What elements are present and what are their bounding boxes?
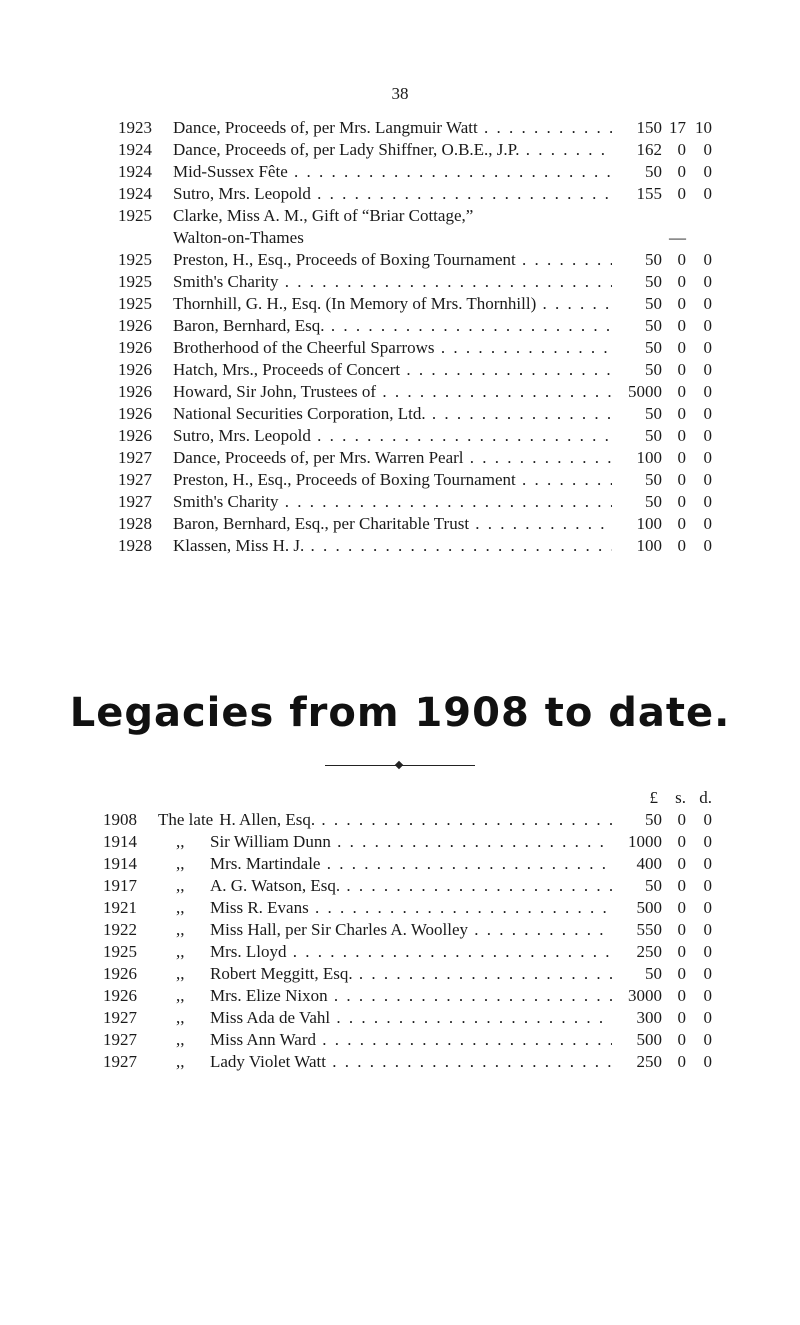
shillings-cell: 0 [677, 876, 686, 895]
pence-cell: 0 [703, 294, 712, 313]
pence-header: d. [699, 788, 712, 807]
shillings-cell: 0 [677, 832, 686, 851]
shillings-cell: 0 [677, 360, 686, 379]
donation-row [0, 249, 800, 271]
description-cell [158, 875, 613, 897]
ditto-mark: ,, [176, 876, 185, 895]
description-cell [158, 941, 613, 963]
description-cell: Mid-Sussex Fête . . . [173, 161, 613, 183]
description-cell [158, 853, 613, 875]
pounds-cell: 50 [612, 271, 662, 293]
year-cell: 1927 [103, 1052, 137, 1071]
description-cell: Howard, Sir John, Trustees of . . . [173, 381, 613, 403]
shillings-cell: 17 [669, 118, 686, 137]
shillings-cell: 0 [677, 536, 686, 555]
year-cell: 1927 [103, 1030, 137, 1049]
pence-cell: 0 [703, 1030, 712, 1049]
legacy-row [0, 985, 800, 1007]
year-cell: 1925 [118, 294, 152, 313]
pounds-cell: 50 [612, 491, 662, 513]
legacy-row [0, 1029, 800, 1051]
pence-cell: 0 [703, 492, 712, 511]
pence-cell: 0 [703, 898, 712, 917]
legacy-row [0, 875, 800, 897]
description-cell [158, 831, 613, 853]
legacy-name: Lady Violet Watt [210, 1052, 326, 1071]
donation-row [0, 139, 800, 161]
legacy-row [0, 831, 800, 853]
donation-row [0, 513, 800, 535]
description-cell: Thornhill, G. H., Esq. (In Memory of Mrs. Thornhill) . . . [173, 293, 613, 315]
shillings-cell: 0 [677, 272, 686, 291]
ditto-mark: ,, [176, 832, 185, 851]
shillings-cell: 0 [677, 184, 686, 203]
year-cell: 1927 [103, 1008, 137, 1027]
pence-cell: 0 [703, 920, 712, 939]
legacy-row [0, 897, 800, 919]
legacy-row [0, 1007, 800, 1029]
pounds-header: £ [649, 788, 658, 807]
pence-cell: 0 [703, 942, 712, 961]
year-cell: 1927 [118, 470, 152, 489]
description-cell [158, 809, 613, 831]
pence-cell: 0 [703, 536, 712, 555]
year-cell: 1926 [118, 316, 152, 335]
year-cell: 1908 [103, 810, 137, 829]
pence-cell: 0 [703, 514, 712, 533]
legacy-name: Miss Ada de Vahl [210, 1008, 331, 1027]
description-cell: National Securities Corporation, Ltd. . . . [173, 403, 613, 425]
description-cell: Klassen, Miss H. J. . . . [173, 535, 613, 557]
description-cell [158, 897, 613, 919]
pence-cell: 0 [703, 832, 712, 851]
year-cell: 1928 [118, 536, 152, 555]
legacy-row [0, 853, 800, 875]
legacy-row [0, 809, 800, 831]
pence-cell: 0 [703, 986, 712, 1005]
pounds-cell: 550 [612, 919, 662, 941]
year-cell: 1924 [118, 140, 152, 159]
pence-cell: 0 [703, 448, 712, 467]
pounds-cell: 300 [612, 1007, 662, 1029]
pence-cell: 0 [703, 316, 712, 335]
shillings-cell: 0 [677, 404, 686, 423]
pounds-cell: 50 [612, 293, 662, 315]
year-cell: 1921 [103, 898, 137, 917]
shillings-cell: 0 [677, 426, 686, 445]
pence-cell: 0 [703, 876, 712, 895]
pounds-cell: 50 [612, 425, 662, 447]
legacy-row [0, 941, 800, 963]
pence-cell: 0 [703, 360, 712, 379]
year-cell: 1926 [118, 360, 152, 379]
donation-row [0, 469, 800, 491]
year-cell: 1924 [118, 184, 152, 203]
year-cell: 1926 [118, 338, 152, 357]
description-cell: Baron, Bernhard, Esq., per Charitable Trust . . . [173, 513, 613, 535]
description-cell: Sutro, Mrs. Leopold . . . [173, 425, 613, 447]
donation-row [0, 271, 800, 293]
donation-row [0, 205, 800, 227]
legacy-name: Miss Hall, per Sir Charles A. Woolley [210, 920, 469, 939]
donation-row [0, 117, 800, 139]
pence-cell: 0 [703, 470, 712, 489]
description-cell [158, 1029, 613, 1051]
description-cell: Brotherhood of the Cheerful Sparrows . . . [173, 337, 613, 359]
pence-cell: 0 [703, 140, 712, 159]
pence-cell: 0 [703, 1052, 712, 1071]
description-cell: Preston, H., Esq., Proceeds of Boxing Tournament . . . [173, 469, 613, 491]
donation-row [0, 403, 800, 425]
year-cell: 1927 [118, 492, 152, 511]
year-cell: 1923 [118, 118, 152, 137]
shillings-cell: 0 [677, 162, 686, 181]
shillings-cell: 0 [677, 250, 686, 269]
description-cell: Smith's Charity . . . [173, 491, 613, 513]
pounds-cell: 500 [612, 897, 662, 919]
donation-row [0, 161, 800, 183]
year-cell: 1914 [103, 854, 137, 873]
pounds-cell: 50 [612, 403, 662, 425]
legacy-name: Miss Ann Ward [210, 1030, 316, 1049]
diamond-ornament-icon [395, 761, 403, 769]
year-cell: 1925 [103, 942, 137, 961]
shillings-cell: 0 [677, 898, 686, 917]
pence-cell: 0 [703, 810, 712, 829]
description-cell: Dance, Proceeds of, per Mrs. Warren Pearl . . . [173, 447, 613, 469]
pence-cell: 0 [703, 162, 712, 181]
donation-row [0, 425, 800, 447]
shillings-cell: 0 [677, 316, 686, 335]
ditto-mark: ,, [176, 1052, 185, 1071]
pence-cell: 0 [703, 250, 712, 269]
shillings-cell: 0 [677, 470, 686, 489]
pounds-cell: 155 [612, 183, 662, 205]
pounds-cell: 100 [612, 513, 662, 535]
pence-cell: 0 [703, 338, 712, 357]
pounds-cell: 162 [612, 139, 662, 161]
ditto-mark: ,, [176, 920, 185, 939]
year-cell: 1926 [118, 382, 152, 401]
shillings-cell: 0 [677, 920, 686, 939]
year-cell: 1925 [118, 250, 152, 269]
description-cell [158, 1051, 613, 1073]
ditto-mark: ,, [176, 898, 185, 917]
donation-row [0, 359, 800, 381]
pence-cell: 0 [703, 382, 712, 401]
pounds-cell: 3000 [612, 985, 662, 1007]
legacy-row [0, 919, 800, 941]
description-cell [158, 963, 613, 985]
year-cell: 1926 [103, 964, 137, 983]
donation-row [0, 183, 800, 205]
description-cell: Clarke, Miss A. M., Gift of “Briar Cottage,” [173, 206, 474, 225]
ditto-mark: ,, [176, 1030, 185, 1049]
pounds-cell: 150 [612, 117, 662, 139]
pounds-cell: 5000 [612, 381, 662, 403]
shillings-cell: 0 [677, 140, 686, 159]
pence-cell: 0 [703, 854, 712, 873]
legacy-name: Mrs. Martindale [210, 854, 321, 873]
year-cell: 1926 [118, 404, 152, 423]
shillings-cell: 0 [677, 854, 686, 873]
shillings-cell: 0 [677, 514, 686, 533]
pounds-cell: 50 [612, 249, 662, 271]
legacies-list [0, 809, 800, 1073]
legacy-name: H. Allen, Esq. [219, 810, 316, 829]
pounds-cell: 50 [612, 337, 662, 359]
shillings-cell: 0 [677, 448, 686, 467]
description-cell [158, 1007, 613, 1029]
ditto-mark: ,, [176, 1008, 185, 1027]
ditto-mark: ,, [176, 986, 185, 1005]
legacy-name: A. G. Watson, Esq. [210, 876, 341, 895]
donation-row [0, 315, 800, 337]
legacy-name: Robert Meggitt, Esq. [210, 964, 353, 983]
pounds-cell: 250 [612, 941, 662, 963]
legacy-row [0, 963, 800, 985]
shillings-cell: 0 [677, 1052, 686, 1071]
pounds-cell: 50 [612, 359, 662, 381]
year-cell: 1928 [118, 514, 152, 533]
pence-cell: 0 [703, 1008, 712, 1027]
pounds-cell: 50 [612, 315, 662, 337]
shillings-cell: 0 [677, 942, 686, 961]
pounds-cell: 100 [612, 535, 662, 557]
year-cell: 1924 [118, 162, 152, 181]
ditto-mark: ,, [176, 964, 185, 983]
year-cell: 1917 [103, 876, 137, 895]
donation-row [0, 227, 800, 249]
donation-row [0, 381, 800, 403]
shillings-cell: — [669, 228, 686, 247]
year-cell: 1926 [118, 426, 152, 445]
year-cell: 1925 [118, 206, 152, 225]
legacy-name: Miss R. Evans [210, 898, 309, 917]
shillings-cell: 0 [677, 382, 686, 401]
pounds-cell: 50 [612, 469, 662, 491]
description-cell [158, 919, 613, 941]
pounds-cell: 250 [612, 1051, 662, 1073]
pence-cell: 0 [703, 404, 712, 423]
pence-cell: 0 [703, 184, 712, 203]
legacy-name: Sir William Dunn [210, 832, 331, 851]
ditto-mark: ,, [176, 854, 185, 873]
shillings-cell: 0 [677, 338, 686, 357]
shillings-cell: 0 [677, 986, 686, 1005]
donation-row [0, 491, 800, 513]
donation-row [0, 447, 800, 469]
year-cell: 1927 [118, 448, 152, 467]
pounds-cell: 50 [612, 963, 662, 985]
description-cell: Dance, Proceeds of, per Mrs. Langmuir Watt . . . [173, 117, 613, 139]
description-cell: Sutro, Mrs. Leopold . . . [173, 183, 613, 205]
pounds-cell: 400 [612, 853, 662, 875]
pounds-cell: 1000 [612, 831, 662, 853]
pence-cell: 0 [703, 964, 712, 983]
shillings-cell: 0 [677, 294, 686, 313]
shillings-cell: 0 [677, 1008, 686, 1027]
shillings-cell: 0 [677, 810, 686, 829]
description-cell: Smith's Charity . . . [173, 271, 613, 293]
donation-row [0, 337, 800, 359]
donation-row [0, 535, 800, 557]
description-cell: Dance, Proceeds of, per Lady Shiffner, O.B.E., J.P. . . . [173, 139, 613, 161]
shillings-cell: 0 [677, 964, 686, 983]
pounds-cell: 50 [612, 875, 662, 897]
donations-list [0, 117, 800, 557]
pence-cell: 0 [703, 272, 712, 291]
description-cell: Hatch, Mrs., Proceeds of Concert . . . [173, 359, 613, 381]
description-cell: Walton-on-Thames [173, 228, 304, 247]
legacies-prefix: The late [158, 810, 214, 829]
description-cell [158, 985, 613, 1007]
donation-row [0, 293, 800, 315]
pounds-cell: 500 [612, 1029, 662, 1051]
pounds-cell: 100 [612, 447, 662, 469]
pence-cell: 0 [703, 426, 712, 445]
shillings-cell: 0 [677, 492, 686, 511]
legacy-name: Mrs. Elize Nixon [210, 986, 328, 1005]
year-cell: 1925 [118, 272, 152, 291]
legacy-row [0, 1051, 800, 1073]
description-cell: Baron, Bernhard, Esq. . . . [173, 315, 613, 337]
year-cell: 1922 [103, 920, 137, 939]
pence-cell: 10 [695, 118, 712, 137]
ditto-mark: ,, [176, 942, 185, 961]
year-cell: 1914 [103, 832, 137, 851]
legacy-name: Mrs. Lloyd [210, 942, 287, 961]
shillings-cell: 0 [677, 1030, 686, 1049]
description-cell: Preston, H., Esq., Proceeds of Boxing Tournament . . . [173, 249, 613, 271]
legacies-heading: Legacies from 1908 to date. [69, 690, 731, 736]
page-number: 38 [391, 84, 409, 103]
pounds-cell: 50 [612, 161, 662, 183]
pounds-cell: 50 [612, 809, 662, 831]
year-cell: 1926 [103, 986, 137, 1005]
shillings-header: s. [675, 788, 686, 807]
